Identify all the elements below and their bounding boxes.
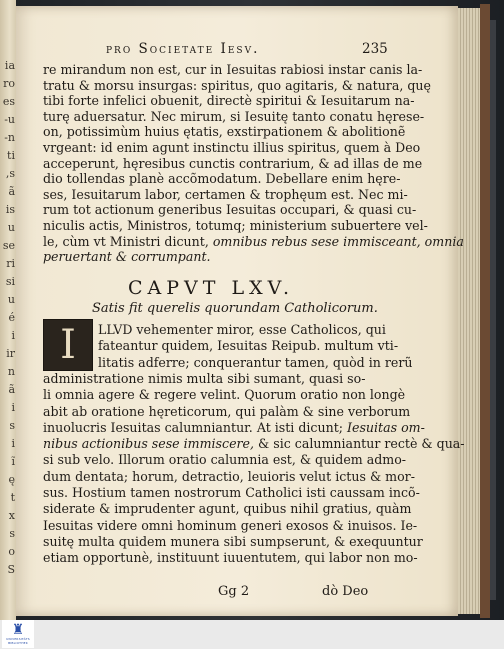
left-page-fragment: ia bbox=[4, 60, 15, 72]
running-head: pro Societate Iesv. bbox=[106, 41, 260, 57]
left-page-fragment: x bbox=[8, 510, 15, 522]
left-page-fragment: s bbox=[9, 528, 15, 540]
text-line: LLVD vehementer miror, esse Catholicos, qui bbox=[98, 322, 386, 337]
text-line: li omnia agere & regere velint. Quorum oratio non longè bbox=[43, 387, 406, 403]
left-page-fragment: ę bbox=[8, 474, 15, 486]
left-page-fragment: ri bbox=[6, 258, 15, 270]
text-line: dum dentata; horum, detractio, leuioris velut ictus & mor- bbox=[43, 468, 415, 484]
text-line: suitę multa quidem munera sibi sumpserunt, & exequuntur bbox=[43, 533, 423, 549]
text-line: vrgeant: id enim agunt instinctu illius spiritus, quem à Deo bbox=[43, 140, 421, 155]
left-page-fragment: i bbox=[11, 438, 15, 450]
left-page-fragment: s bbox=[9, 420, 15, 432]
left-page-fragment: ã bbox=[8, 186, 15, 198]
page-number: 235 bbox=[362, 41, 388, 57]
viewer-footer-bar bbox=[0, 620, 504, 649]
text-line: on, potissimùm huius ętatis, exstirpationem & abolitionẽ bbox=[43, 124, 406, 140]
left-page-fragment: n bbox=[7, 366, 15, 378]
left-page-edge bbox=[0, 0, 16, 620]
scan-color-strip bbox=[490, 20, 496, 600]
left-page-fragment: ir bbox=[6, 348, 15, 360]
left-page-fragment: o bbox=[8, 546, 15, 558]
text-line: siderate & imprudenter agunt, quibus nihil gratius, quàm bbox=[43, 501, 412, 517]
text-line: tratu & morsu insurgas: spiritus, quo agitaris, & natura, quę bbox=[43, 77, 431, 93]
text-line: le, cùm vt Ministri dicunt, omnibus rebus sese immisceant, omnia bbox=[43, 233, 464, 249]
decorated-initial bbox=[43, 319, 93, 371]
text-line: nibus actionibus sese immiscere, & sic calumniantur rectè & qua- bbox=[43, 436, 465, 452]
text-line: dio tollendas planè accõmodatum. Debellare enim hęre- bbox=[43, 171, 401, 187]
text-line: etiam opportunè, instituunt iuuentutem, qui labor non mo- bbox=[43, 550, 418, 566]
book-cover-edge bbox=[480, 4, 490, 618]
left-page-fragment: si bbox=[5, 276, 15, 288]
left-page-fragment: is bbox=[5, 204, 15, 216]
page-stack-edge bbox=[458, 8, 480, 614]
left-page-fragment: s, bbox=[5, 168, 15, 180]
left-page-fragment: es bbox=[2, 96, 15, 108]
chapter-heading: CAPVT LXV. bbox=[128, 277, 295, 299]
left-page-fragment: u- bbox=[4, 114, 15, 126]
text-line: tibi forte infelici obuenit, directè spiritui & Iesuitarum na- bbox=[43, 93, 415, 109]
left-page-fragment: i bbox=[11, 330, 15, 342]
text-line: turę aduersatur. Nec mirum, si Iesuitę tanto conatu hęrese- bbox=[43, 108, 425, 124]
library-logo-icon: ♜ bbox=[11, 622, 25, 638]
text-line: re mirandum non est, cur in Iesuitas rabiosi instar canis la- bbox=[43, 62, 423, 77]
library-logo[interactable] bbox=[2, 620, 34, 648]
left-page-fragment: ti bbox=[7, 150, 15, 162]
text-line: fateantur quidem, Iesuitas Reipub. multum vti- bbox=[98, 338, 399, 354]
chapter-subtitle: Satis fit querelis quorundam Catholicorum. bbox=[92, 301, 378, 316]
text-line: litatis adferre; conquerantur tamen, quòd in rerũ bbox=[98, 354, 413, 370]
left-page-fragment: se bbox=[2, 240, 15, 252]
left-page-fragment: n- bbox=[4, 132, 15, 144]
left-page-fragment: ã bbox=[8, 384, 15, 396]
logo-text-line2: BIBLIOTHEK bbox=[8, 641, 28, 645]
text-line: rum tot actionum generibus Iesuitas occupari, & quasi cu- bbox=[43, 202, 417, 218]
text-line: si sub velo. Illorum oratio calumnia est, & quidem admo- bbox=[43, 452, 407, 468]
text-line: Iesuitas videre omni hominum generi exosos & inuisos. Ie- bbox=[43, 517, 418, 533]
text-line: inuolucris Iesuitas calumniantur. At isti dicunt; Iesuitas om- bbox=[43, 419, 425, 435]
text-line: acceperunt, hęresibus cunctis contrarium, & ad illas de me bbox=[43, 155, 423, 171]
text-line: niculis actis, Ministros, totumq; ministerium subuertere vel- bbox=[43, 218, 428, 233]
catchword: dò Deo bbox=[322, 584, 369, 599]
text-line: sus. Hostium tamen nostrorum Catholici isti caussam incõ- bbox=[43, 485, 420, 500]
left-page-fragment: u bbox=[7, 294, 15, 306]
left-page-fragment: ĩ bbox=[11, 456, 15, 468]
left-page-fragment: u bbox=[7, 222, 15, 234]
signature-mark: Gg 2 bbox=[218, 584, 250, 599]
left-page-fragment: ro bbox=[3, 78, 15, 90]
logo-text-line1: UNIVERSITÄTS bbox=[6, 637, 30, 641]
left-page-fragment: t bbox=[10, 492, 15, 504]
initial-letter: I bbox=[60, 322, 76, 368]
text-line: administratione nimis multa sibi sumant, quasi so- bbox=[43, 370, 366, 386]
text-line: peruertant & corrumpant. bbox=[43, 249, 211, 265]
left-page-fragment: S bbox=[7, 564, 15, 576]
left-page-fragment: i bbox=[11, 402, 15, 414]
text-line: abit ab oratione hęreticorum, qui palàm & sine verborum bbox=[43, 403, 411, 419]
text-line: ses, Iesuitarum labor, certamen & trophęum est. Nec mi- bbox=[43, 186, 408, 202]
left-page-fragment: é bbox=[8, 312, 15, 324]
